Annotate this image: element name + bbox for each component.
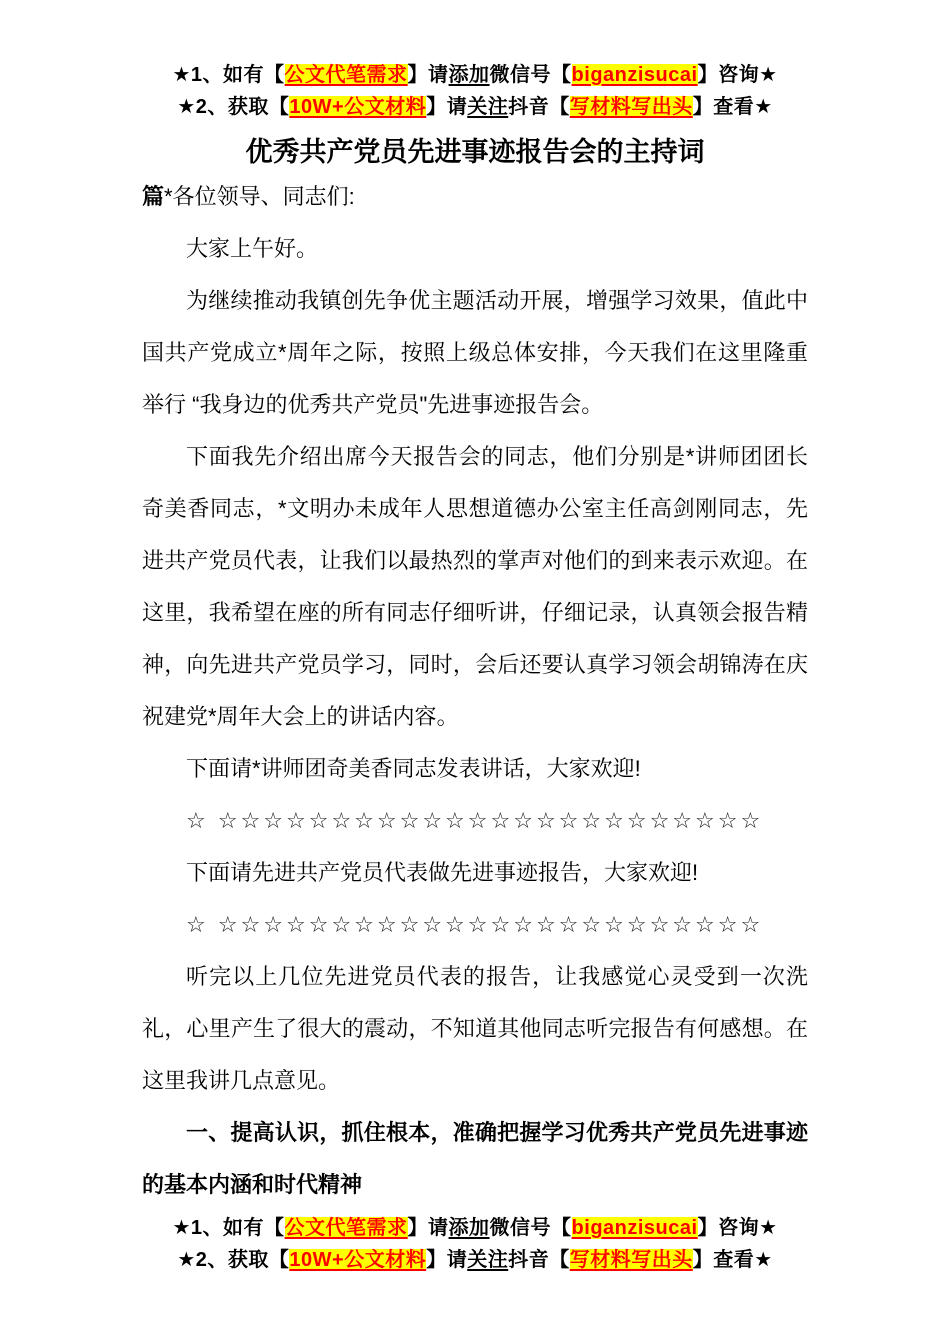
promo-banner-bottom [0, 1212, 950, 1276]
paragraph-greeting: 大家上午好。 [186, 236, 319, 261]
promo2-suffix: 】查看★ [692, 96, 773, 118]
promo2-mid1: 】请 [426, 1249, 468, 1271]
promo1-prefix: ★1、如有【 [172, 64, 285, 86]
promo2-highlight-douyin-id: 写材料写出头 [569, 1249, 693, 1271]
promo2-mid2: 抖音【 [508, 96, 570, 118]
promo-top-line-2 [0, 91, 950, 123]
promo2-prefix: ★2、获取【 [177, 1249, 290, 1271]
promo1-highlight-wechat-id: biganzisucai [571, 64, 698, 86]
document-title: 优秀共产党员先进事迹报告会的主持词 [245, 137, 705, 167]
promo1-prefix: ★1、如有【 [172, 1217, 285, 1239]
promo1-mid2: 微信号【 [489, 64, 572, 86]
promo2-highlight-materials: 10W+公文材料 [289, 1249, 427, 1271]
paragraph-salutation [142, 171, 808, 223]
promo1-highlight-service: 公文代笔需求 [284, 1217, 408, 1239]
salutation-text: *各位领导、同志们: [164, 184, 355, 209]
promo-bottom-line-2 [0, 1244, 950, 1276]
promo2-underline-follow: 关注 [467, 1249, 509, 1271]
promo2-suffix: 】查看★ [692, 1249, 773, 1271]
promo1-mid1: 】请 [407, 64, 449, 86]
promo2-highlight-materials: 10W+公文材料 [289, 96, 427, 118]
promo2-mid1: 】请 [426, 96, 468, 118]
salutation-bold-char: 篇 [142, 184, 165, 209]
promo2-prefix: ★2、获取【 [177, 96, 290, 118]
promo1-suffix: 】咨询★ [697, 64, 778, 86]
paragraph-intro: 为继续推动我镇创先争优主题活动开展，增强学习效果，值此中国共产党成立*周年之际，按照上级总体安排，今天我们在这里隆重举行 “我身边的优秀共产党员"先进事迹报告会。 [142, 288, 808, 417]
promo-bottom-line-1 [0, 1212, 950, 1244]
paragraph-guests: 下面我先介绍出席今天报告会的同志，他们分别是*讲师团团长奇美香同志，*文明办未成年人思想道德办公室主任高剑刚同志，先进共产党员代表，让我们以最热烈的掌声对他们的到来表示欢迎。在这里，我希望在座的所有同志仔细听讲，仔细记录，认真领会报告精神，向先进共产党员学习，同时，会后还要认真学习领会胡锦涛在庆祝建党*周年大会上的讲话内容。 [142, 444, 808, 729]
star-divider-row-2: ☆ ☆☆☆☆☆☆☆☆☆☆☆☆☆☆☆☆☆☆☆☆☆☆☆☆ [186, 912, 764, 937]
promo1-mid2: 微信号【 [489, 1217, 572, 1239]
promo1-highlight-service: 公文代笔需求 [284, 64, 408, 86]
promo1-suffix: 】咨询★ [697, 1217, 778, 1239]
promo-banner-top [0, 59, 950, 123]
paragraph-invite-speech: 下面请*讲师团奇美香同志发表讲话，大家欢迎! [186, 756, 641, 781]
promo-top-line-1 [0, 59, 950, 91]
promo2-highlight-douyin-id: 写材料写出头 [569, 96, 693, 118]
promo1-underline-add: 添加 [448, 1217, 490, 1239]
promo1-underline-add: 添加 [448, 64, 490, 86]
promo2-underline-follow: 关注 [467, 96, 509, 118]
promo1-mid1: 】请 [407, 1217, 449, 1239]
document-body [142, 171, 808, 1211]
paragraph-reflection: 听完以上几位先进党员代表的报告，让我感觉心灵受到一次洗礼，心里产生了很大的震动，不知道其他同志听完报告有何感想。在这里我讲几点意见。 [142, 964, 808, 1093]
promo1-highlight-wechat-id: biganzisucai [571, 1217, 698, 1239]
star-divider-row-1: ☆ ☆☆☆☆☆☆☆☆☆☆☆☆☆☆☆☆☆☆☆☆☆☆☆☆ [186, 808, 764, 833]
section-heading-1: 一、提高认识，抓住根本，准确把握学习优秀共产党员先进事迹的基本内涵和时代精神 [142, 1120, 808, 1197]
paragraph-invite-reports: 下面请先进共产党员代表做先进事迹报告，大家欢迎! [186, 860, 699, 885]
promo2-mid2: 抖音【 [508, 1249, 570, 1271]
